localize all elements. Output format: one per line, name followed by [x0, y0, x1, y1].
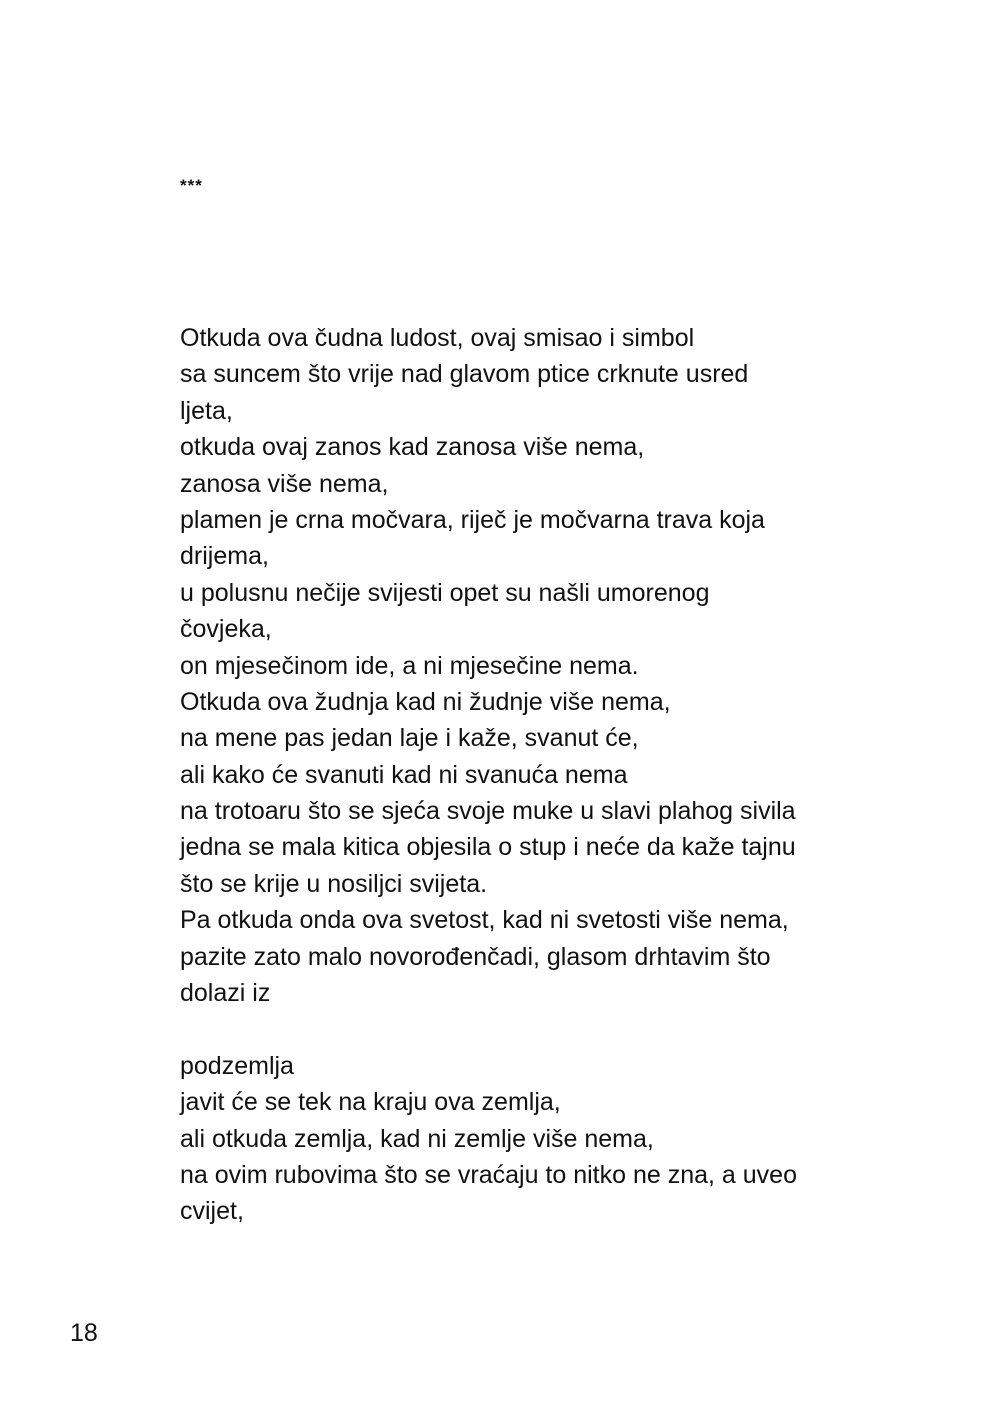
poem-line: jedna se mala kitica objesila o stup i neće da kaže tajnu	[180, 833, 796, 862]
poem-line: ljeta,	[180, 396, 233, 425]
poem-body	[180, 320, 900, 1230]
poem-line: sa suncem što vrije nad glavom ptice crknute usred	[180, 360, 749, 389]
page-number: 18	[70, 1319, 98, 1347]
poem-line: javit će se tek na kraju ova zemlja,	[180, 1088, 561, 1117]
poem-line: cvijet,	[180, 1197, 244, 1226]
poem-line: na trotoaru što se sjeća svoje muke u slavi plahog sivila	[180, 797, 796, 826]
poem-line: na mene pas jedan laje i kaže, svanut će,	[180, 724, 639, 753]
stanza-break	[180, 1011, 900, 1047]
poem-line: Otkuda ova čudna ludost, ovaj smisao i simbol	[180, 324, 695, 352]
poem-line: ali kako će svanuti kad ni svanuća nema	[180, 760, 628, 789]
poem-line: dolazi iz	[180, 979, 271, 1008]
poem-line: plamen je crna močvara, riječ je močvarna trava koja	[180, 505, 765, 534]
poem-line: on mjesečinom ide, a ni mjesečine nema.	[180, 651, 639, 680]
poem-line: u polusnu nečije svijesti opet su našli umorenog	[180, 578, 710, 607]
poem-line: ali otkuda zemlja, kad ni zemlje više nema,	[180, 1124, 654, 1153]
section-ornament: ***	[180, 176, 203, 195]
poem-line: što se krije u nosiljci svijeta.	[180, 869, 488, 898]
poem-line: otkuda ovaj zanos kad zanosa više nema,	[180, 433, 645, 462]
poem-line: zanosa više nema,	[180, 469, 389, 498]
poem-line: pazite zato malo novorođenčadi, glasom drhtavim što	[180, 942, 771, 971]
poem-line: drijema,	[180, 542, 269, 571]
poem-line: Pa otkuda onda ova svetost, kad ni svetosti više nema,	[180, 906, 789, 935]
poem-line: čovjeka,	[180, 615, 272, 644]
poem-line: Otkuda ova žudnja kad ni žudnje više nema,	[180, 687, 671, 716]
poem-line: podzemlja	[180, 1051, 294, 1080]
poem-line: na ovim rubovima što se vraćaju to nitko ne zna, a uveo	[180, 1160, 797, 1189]
